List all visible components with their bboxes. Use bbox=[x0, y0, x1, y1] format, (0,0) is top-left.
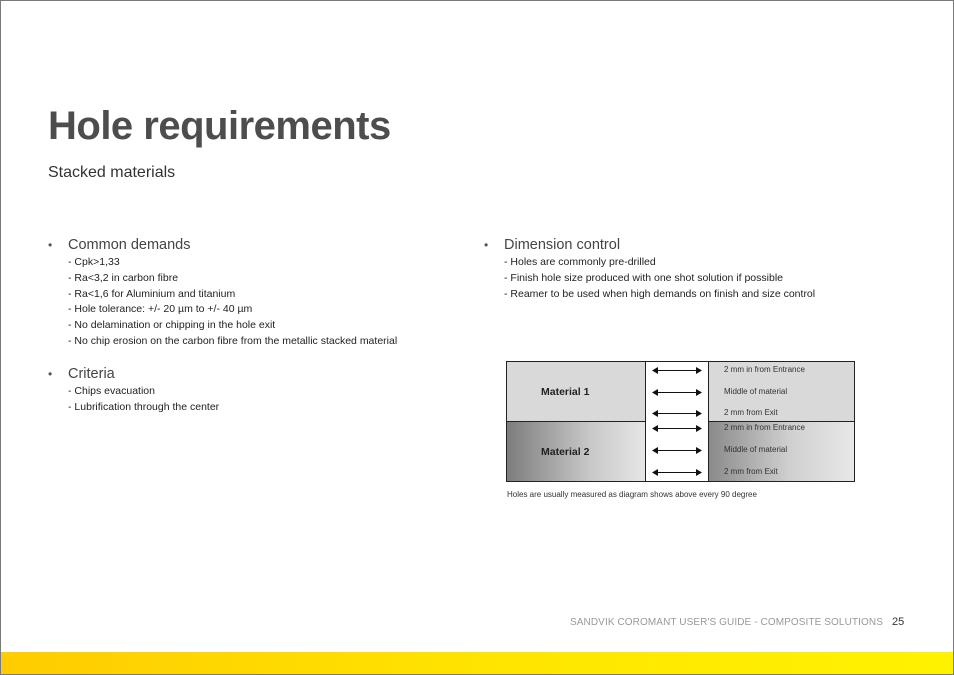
arrow-column bbox=[646, 362, 709, 481]
measure-point-label: 2 mm in from Entrance bbox=[724, 365, 805, 374]
list-item: - Hole tolerance: +/- 20 µm to +/- 40 µm bbox=[68, 302, 397, 318]
measurement-diagram bbox=[506, 361, 855, 482]
section-dimension-control bbox=[484, 235, 815, 302]
material-2-points bbox=[709, 422, 854, 481]
measure-point-label: 2 mm from Exit bbox=[724, 408, 778, 417]
material-1-points bbox=[709, 362, 854, 422]
measure-point-label: Middle of material bbox=[724, 445, 788, 454]
double-arrow-icon bbox=[652, 424, 702, 433]
list-item: - No delamination or chipping in the hole exit bbox=[68, 318, 397, 334]
list-item: - Cpk>1,33 bbox=[68, 255, 397, 271]
double-arrow-icon bbox=[652, 468, 702, 477]
material-1-block bbox=[507, 362, 646, 422]
measure-point-label: 2 mm in from Entrance bbox=[724, 423, 805, 432]
material-1-label: Material 1 bbox=[541, 385, 590, 398]
bullet-icon: • bbox=[484, 238, 489, 252]
list-item: - Reamer to be used when high demands on finish and size control bbox=[504, 287, 815, 303]
measure-point-label: Middle of material bbox=[724, 387, 788, 396]
material-2-label: Material 2 bbox=[541, 445, 590, 458]
list-item: - Chips evacuation bbox=[68, 384, 219, 400]
page-subtitle: Stacked materials bbox=[48, 164, 176, 181]
section-heading: Criteria bbox=[68, 366, 115, 382]
list-item: - Holes are commonly pre-drilled bbox=[504, 255, 815, 271]
bullet-icon: • bbox=[48, 367, 53, 381]
diagram-caption: Holes are usually measured as diagram shows above every 90 degree bbox=[507, 490, 757, 499]
double-arrow-icon bbox=[652, 446, 702, 455]
section-heading: Dimension control bbox=[504, 237, 621, 253]
page-title: Hole requirements bbox=[48, 104, 391, 148]
double-arrow-icon bbox=[652, 366, 702, 375]
section-heading: Common demands bbox=[68, 237, 191, 253]
list-item: - Ra<1,6 for Aluminium and titanium bbox=[68, 287, 397, 303]
page-number: 25 bbox=[892, 616, 905, 628]
yellow-footer-band bbox=[1, 652, 953, 674]
list-item: - No chip erosion on the carbon fibre from the metallic stacked material bbox=[68, 334, 397, 350]
measure-point-label: 2 mm from Exit bbox=[724, 467, 778, 476]
section-common-demands bbox=[48, 235, 397, 350]
list-item: - Finish hole size produced with one shot solution if possible bbox=[504, 271, 815, 287]
list-item: - Lubrification through the center bbox=[68, 400, 219, 416]
list-item: - Ra<3,2 in carbon fibre bbox=[68, 271, 397, 287]
double-arrow-icon bbox=[652, 388, 702, 397]
material-2-block bbox=[507, 422, 646, 481]
bullet-icon: • bbox=[48, 238, 53, 252]
double-arrow-icon bbox=[652, 409, 702, 418]
footer-text: SANDVIK COROMANT USER'S GUIDE - COMPOSITE SOLUTIONS bbox=[570, 617, 883, 628]
section-criteria bbox=[48, 364, 219, 416]
